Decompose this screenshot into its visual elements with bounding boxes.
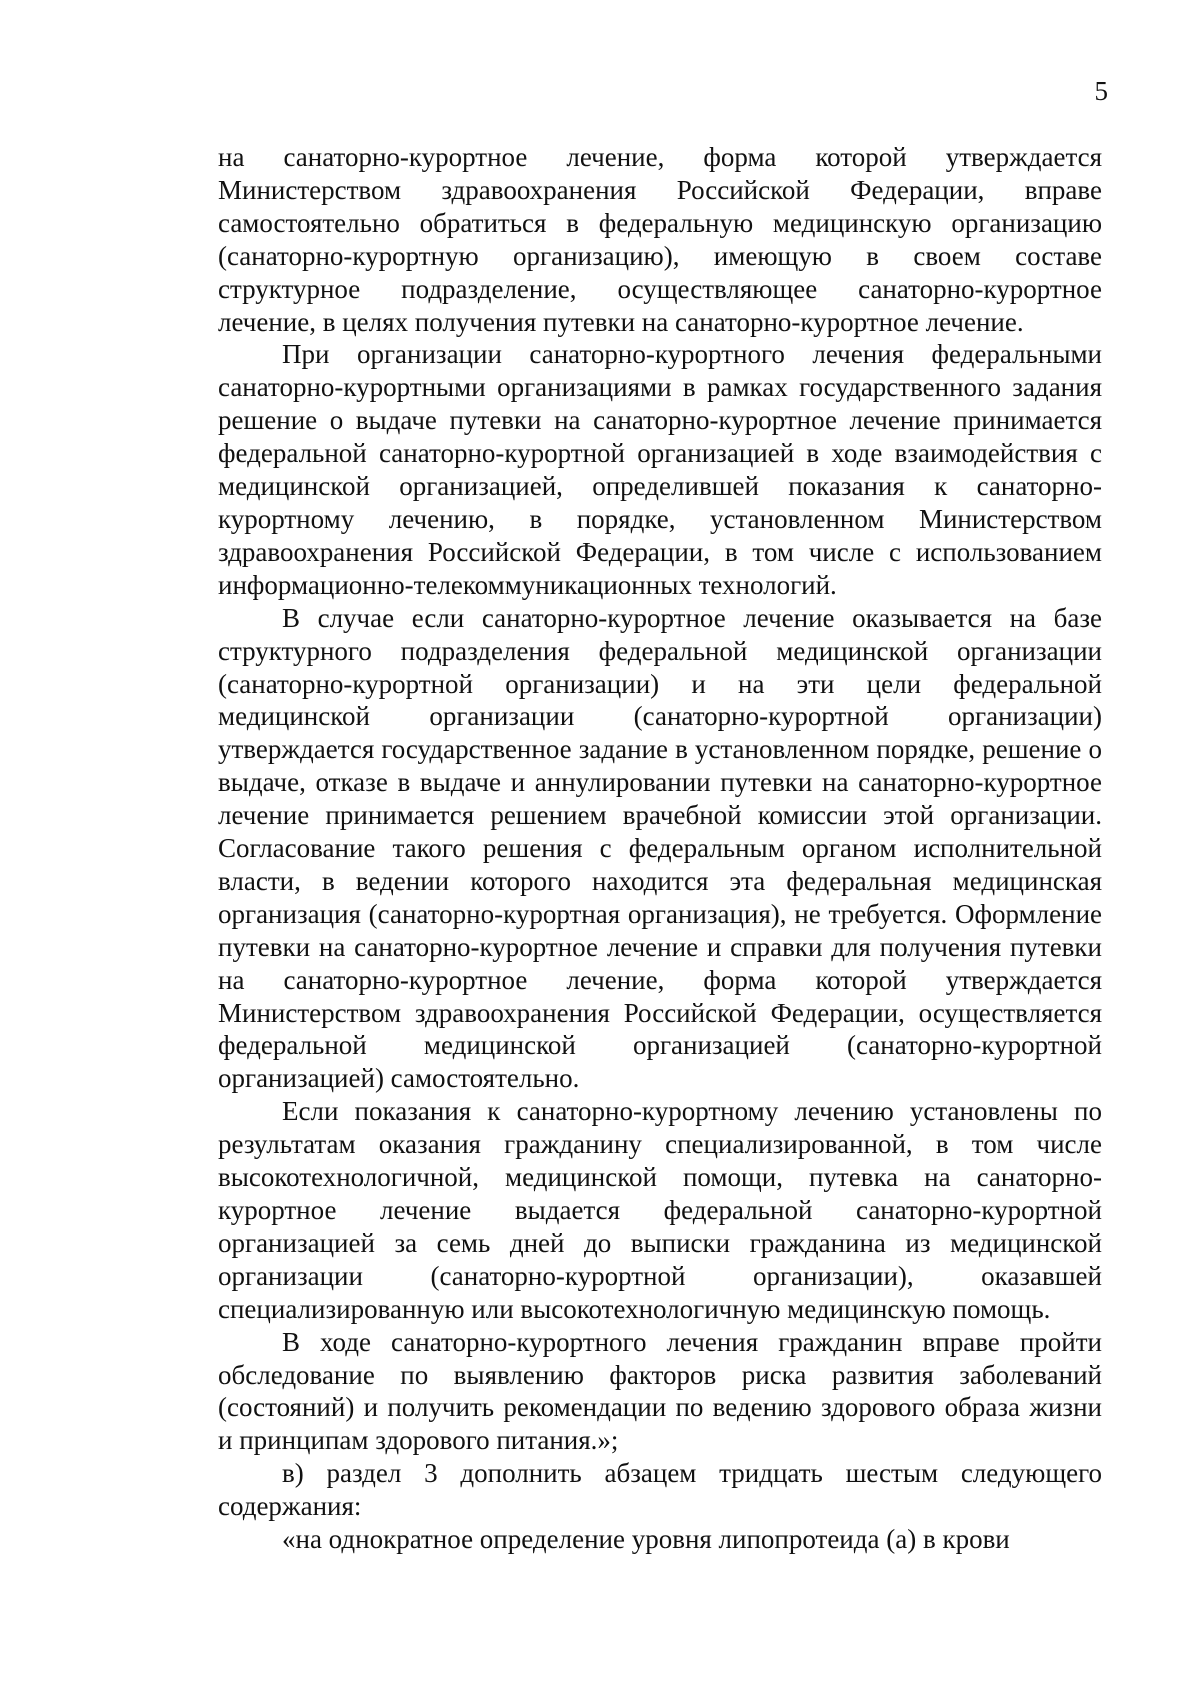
document-body: [218, 141, 1102, 1556]
paragraph: в) раздел 3 дополнить абзацем тридцать шестым следующего содержания:: [218, 1458, 1102, 1522]
page-number: 5: [1094, 76, 1108, 106]
paragraph: В ходе санаторно-курортного лечения гражданин вправе пройти обследование по выявлению факторов риска развития заболеваний (состояний) и получить рекомендации по ведению здорового образа жизни и принципам здорового питания.»;: [218, 1326, 1102, 1456]
paragraph: В случае если санаторно-курортное лечение оказывается на базе структурного подразделения федеральной медицинской организации (санаторно-курортной организации) и на эти цели федеральной медицинской организации (санаторно-курортной организации) утверждается государственное задание в установленном порядке, решение о выдаче, отказе в выдаче и аннулировании путевки на санаторно-курортное лечение принимается решением врачебной комиссии этой организации. Согласование такого решения с федеральным органом исполнительной власти, в ведении которого находится эта федеральная медицинская организация (санаторно-курортная организация), не требуется. Оформление путевки на санаторно-курортное лечение и справки для получения путевки на санаторно-курортное лечение, форма которой утверждается Министерством здравоохранения Российской Федерации, осуществляется федеральной медицинской организацией (санаторно-курортной организацией) самостоятельно.: [218, 602, 1102, 1094]
paragraph: При организации санаторно-курортного лечения федеральными санаторно-курортными организациями в рамках государственного задания решение о выдаче путевки на санаторно-курортное лечение принимается федеральной санаторно-курортной организацией в ходе взаимодействия с медицинской организацией, определившей показания к санаторно-курортному лечению, в порядке, установленном Министерством здравоохранения Российской Федерации, в том числе с использованием информационно-телекоммуникационных технологий.: [218, 339, 1102, 600]
paragraph: на санаторно-курортное лечение, форма которой утверждается Министерством здравоохранения Российской Федерации, вправе самостоятельно обратиться в федеральную медицинскую организацию (санаторно-курортную организацию), имеющую в своем составе структурное подразделение, осуществляющее санаторно-курортное лечение, в целях получения путевки на санаторно-курортное лечение.: [218, 142, 1102, 337]
paragraph: Если показания к санаторно-курортному лечению установлены по результатам оказания гражданину специализированной, в том числе высокотехнологичной, медицинской помощи, путевка на санаторно-курортное лечение выдается федеральной санаторно-курортной организацией за семь дней до выписки гражданина из медицинской организации (санаторно-курортной организации), оказавшей специализированную или высокотехнологичную медицинскую помощь.: [218, 1096, 1102, 1324]
paragraph: «на однократное определение уровня липопротеида (а) в крови: [282, 1524, 1010, 1555]
